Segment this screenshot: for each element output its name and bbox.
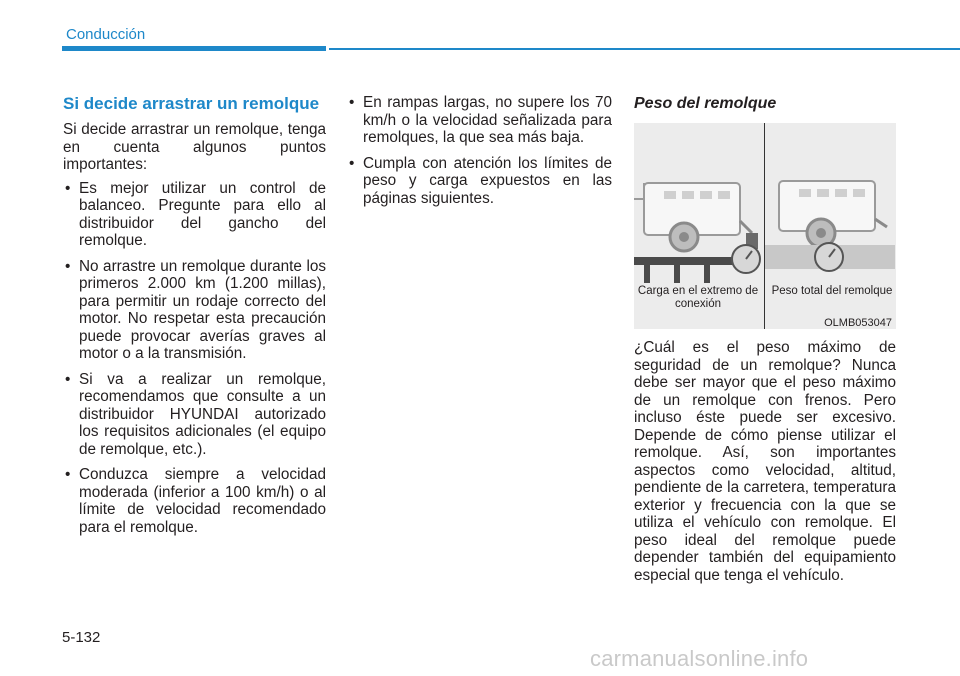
column-3 <box>634 94 896 584</box>
figure-divider <box>764 123 765 329</box>
page-number: 5-132 <box>62 629 101 646</box>
tongue-load-illustration <box>634 123 764 283</box>
section-heading-trailer-weight: Peso del remolque <box>634 95 777 112</box>
list-item: • Es mejor utilizar un control de balanceo. Pregunte para ello al distribuidor del gancho del remolque. <box>63 180 326 250</box>
header-rule-thick <box>62 46 326 51</box>
section-title: Conducción <box>66 26 146 43</box>
list-item: • Conduzca siempre a velocidad moderada (inferior a 100 km/h) o al límite de velocidad recomendado para el remolque. <box>63 466 326 536</box>
towing-tips-list <box>63 180 326 537</box>
total-weight-illustration <box>765 123 895 283</box>
figure-code: OLMB053047 <box>824 317 892 329</box>
figure-caption-tongue-load: Carga en el extremo de conexión <box>637 285 759 310</box>
intro-paragraph: Si decide arrastrar un remolque, tenga en cuenta algunos puntos importantes: <box>63 121 326 173</box>
trailer-weight-figure <box>634 123 896 329</box>
list-item: • No arrastre un remolque durante los primeros 2.000 km (1.200 millas), para permitir un rodaje correcto del motor. No respetar esta precaución puede provocar averías graves al motor o a la transmisión. <box>63 258 326 363</box>
list-item: • Si va a realizar un remolque, recomendamos que consulte a un distribuidor HYUNDAI autorizado los requisitos adicionales (el equipo de remolque, etc.). <box>63 371 326 459</box>
column-2 <box>347 94 612 215</box>
header-rule-thin <box>329 48 960 50</box>
towing-tips-list-continued <box>347 94 612 207</box>
trailer-weight-paragraph: ¿Cuál es el peso máximo de seguridad de un remolque? Nunca debe ser mayor que el peso máximo de un remolque con frenos. Pero incluso éste puede ser excesivo. Depende de cómo piense utilizar el remolque. Así, son importantes aspectos como velocidad, altitud, pendiente de la carretera, temperatura exterior y frecuencia con la que se utiliza el vehículo con remolque. El peso ideal del remolque puede depender también del equipamiento especial que tenga el vehículo. <box>634 339 896 584</box>
section-heading-towing: Si decide arrastrar un remolque <box>63 94 320 113</box>
figure-caption-total-weight: Peso total del remolque <box>771 285 893 297</box>
list-item: • En rampas largas, no supere los 70 km/h o la velocidad señalizada para remolques, la que sea más baja. <box>347 94 612 147</box>
watermark: carmanualsonline.info <box>590 646 809 671</box>
column-1 <box>63 94 326 544</box>
list-item: • Cumpla con atención los límites de peso y carga expuestos en las páginas siguientes. <box>347 155 612 208</box>
